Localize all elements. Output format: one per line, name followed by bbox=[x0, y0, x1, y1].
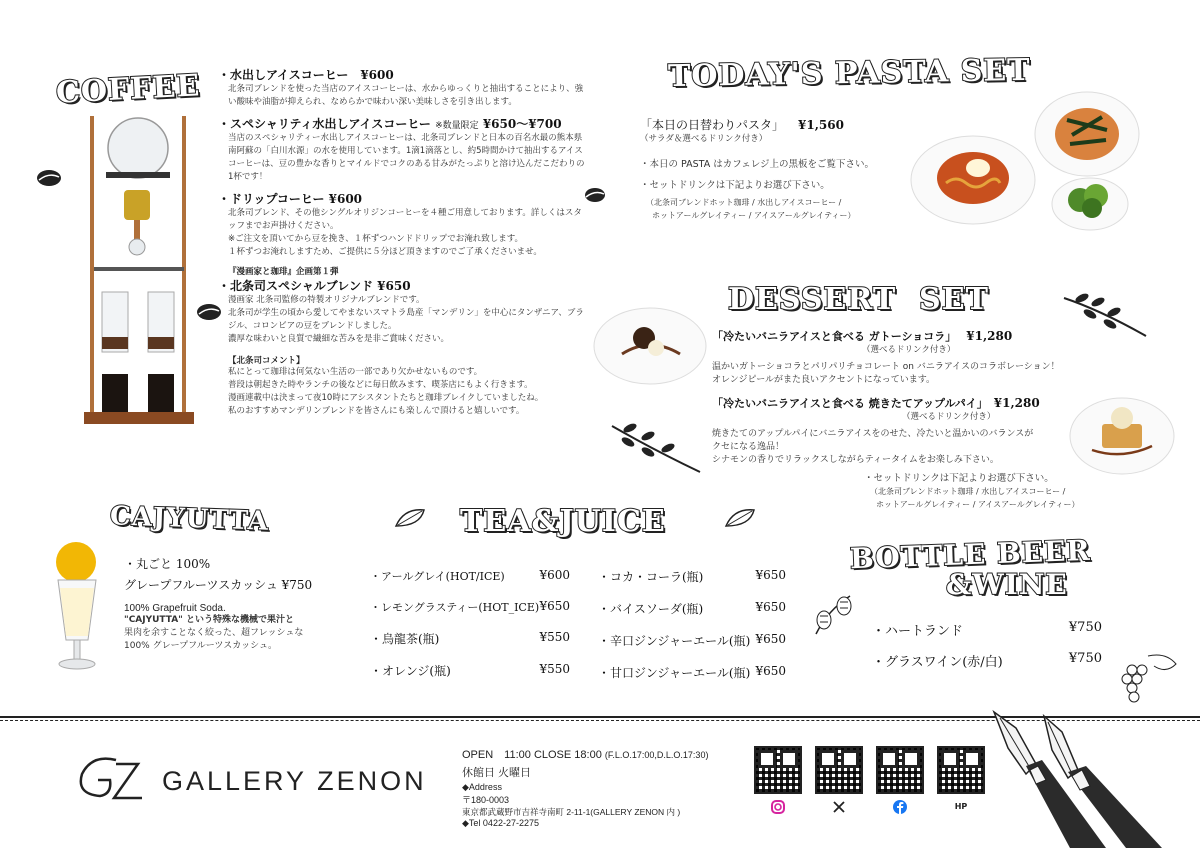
pasta-heading: TODAY'S PASTA SET bbox=[667, 52, 1031, 95]
item-price: ¥550 bbox=[539, 662, 570, 676]
grapefruit-soda-illustration bbox=[48, 540, 108, 675]
dessert-item2-desc: シナモンの香りでリラックスしながらティータイムをお楽しみ下さい。 bbox=[712, 455, 999, 465]
pasta-plate-photo bbox=[1032, 80, 1142, 180]
item-name: ・バイスソーダ(瓶) bbox=[598, 602, 704, 616]
dessert-note: ・セットドリンクは下記よりお選び下さい。 bbox=[864, 473, 1054, 484]
leaf-icon bbox=[724, 506, 758, 532]
shop-info bbox=[462, 746, 752, 829]
dessert-item2-price: ¥1,280 bbox=[993, 396, 1040, 410]
comment-label: 【北条司コメント】 bbox=[228, 356, 305, 366]
cajyutta-title1: ・丸ごと 100% bbox=[124, 557, 211, 571]
grapes-icon bbox=[1114, 650, 1184, 706]
coffee-item-price: ¥650〜¥700 bbox=[482, 117, 562, 131]
coffee-item-desc: １杯ずつお淹れしますため、ご提供に５分ほど頂きますのでご了承くださいませ。 bbox=[228, 247, 542, 257]
dessert-drinks bbox=[864, 472, 1124, 511]
dessert-item2-title: 「冷たいバニラアイスと食べる 焼きたてアップルパイ」 bbox=[712, 397, 988, 410]
cajyutta-title2: グレープフルーツスカッシュ ¥750 bbox=[124, 578, 313, 592]
coffee-bean-icon bbox=[36, 168, 62, 188]
item-name: ・甘口ジンジャーエール(瓶) bbox=[598, 666, 751, 680]
beer-list bbox=[872, 620, 1102, 670]
pasta-sub: （サラダ＆選べるドリンク付き） bbox=[640, 134, 768, 144]
coffee-item-title: ・北条司スペシャルブレンド ¥650 bbox=[218, 279, 411, 293]
item-name: ・ハートランド bbox=[872, 624, 964, 639]
item-name: ・オレンジ(瓶) bbox=[370, 664, 451, 678]
cajyutta-desc-en: 100% Grapefruit Soda. bbox=[124, 603, 226, 614]
tea-list-left bbox=[370, 568, 570, 679]
item-name: ・コカ・コーラ(瓶) bbox=[598, 570, 704, 584]
coffee-item-special-blend bbox=[218, 265, 588, 346]
qr-code bbox=[754, 746, 802, 794]
brand-name: GALLERY ZENON bbox=[162, 766, 427, 796]
comment-line: 私のおすすめマンデリンブレンドを皆さんにも楽しんで頂けると嬉しいです。 bbox=[228, 406, 525, 416]
coffee-item-iced bbox=[218, 66, 588, 109]
coffee-item-desc: 漫画家 北条司監修の特製オリジナルブレンドです。 bbox=[228, 295, 425, 305]
cajyutta-desc: 果肉を余すことなく絞った、超フレッシュな bbox=[124, 628, 304, 638]
salad-photo bbox=[1050, 170, 1130, 232]
hops-icon bbox=[808, 590, 860, 640]
fountain-pens-illustration bbox=[986, 704, 1200, 848]
coffee-item-desc: 当店のスペシャリティー水出しアイスコーヒーは、北条司ブレンドと日本の百名水最の熊本県南阿蘇の「白川水源」の水を使用しています。1滴1滴落とし、約5時間かけて抽出するアイスコーヒーは、豆の豊かな香りとマイルドでコクのある甘みがたっぷりと溶け込んだこだわりの1杯です！ bbox=[228, 133, 585, 182]
menu-row bbox=[598, 600, 786, 617]
item-price: ¥750 bbox=[1068, 620, 1102, 635]
beer-heading-line2: &WINE bbox=[946, 568, 1068, 601]
item-price: ¥650 bbox=[755, 568, 786, 582]
limited-note: ※数量限定 bbox=[435, 121, 479, 131]
cajyutta-section bbox=[124, 555, 344, 653]
opening-hours: OPEN 11:00 CLOSE 18:00 bbox=[462, 749, 602, 761]
address-label: ◆Address bbox=[462, 782, 502, 792]
item-price: ¥650 bbox=[755, 600, 786, 614]
tea-juice-heading: TEA&JUICE bbox=[460, 504, 666, 539]
coffee-item-title: ・ドリップコーヒー ¥600 bbox=[218, 192, 363, 206]
tea-list-right bbox=[598, 568, 786, 681]
menu-row bbox=[598, 664, 786, 681]
dessert-drink-line: ホットアールグレイティー / アイスアールグレイティー） bbox=[876, 500, 1080, 509]
coffee-item-desc: ※ご注文を頂いてから豆を挽き、１杯ずつハンドドリップでお淹れ致します。 bbox=[228, 234, 524, 244]
dessert-section bbox=[712, 328, 1082, 467]
x-logo-icon bbox=[832, 800, 846, 814]
gateau-chocolat-photo bbox=[592, 304, 708, 386]
pasta-note: ・セットドリンクは下記よりお選び下さい。 bbox=[640, 180, 830, 191]
cajyutta-desc: 100% グレープフルーツスカッシュ。 bbox=[124, 641, 277, 651]
dessert-item1-price: ¥1,280 bbox=[966, 329, 1013, 343]
menu-row bbox=[872, 620, 1102, 639]
coffee-item-drip bbox=[218, 190, 588, 259]
pasta-price: ¥1,560 bbox=[798, 118, 844, 132]
hp-label: HP bbox=[954, 802, 968, 811]
last-order: (F.L.O.17:00,D.L.O.17:30) bbox=[604, 750, 709, 760]
item-price: ¥750 bbox=[1068, 651, 1102, 666]
dessert-drink-line: （北条司ブレンドホット珈琲 / 水出しアイスコーヒー / bbox=[870, 487, 1066, 496]
leaf-icon bbox=[394, 506, 428, 532]
item-price: ¥650 bbox=[755, 664, 786, 678]
facebook-qr[interactable] bbox=[876, 746, 924, 814]
telephone: ◆Tel 0422-27-2275 bbox=[462, 818, 539, 828]
kicker: 『漫画家と珈琲』企画第１弾 bbox=[228, 267, 339, 277]
coffee-item-title: ・スペシャリティ水出しアイスコーヒー bbox=[218, 117, 431, 131]
branch-icon bbox=[610, 420, 702, 474]
instagram-icon bbox=[771, 800, 785, 814]
beer-heading-line1: BOTTLE BEER bbox=[849, 533, 1092, 576]
menu-row bbox=[370, 662, 570, 679]
apple-pie-photo bbox=[1068, 390, 1176, 478]
qr-codes bbox=[754, 746, 985, 814]
item-name: ・辛口ジンジャーエール(瓶) bbox=[598, 634, 751, 648]
pasta-drinks: ホットアールグレイティー / アイスアールグレイティー） bbox=[652, 211, 856, 220]
author-comment bbox=[218, 354, 588, 418]
item-name: ・アールグレイ(HOT/ICE) bbox=[370, 570, 505, 583]
pasta-plate-photo bbox=[908, 128, 1038, 228]
coffee-item-desc: 濃厚な味わいと良質で繊細な苦みを是非ご賞味ください。 bbox=[228, 334, 450, 344]
comment-line: 漫画連載中は決まって夜10時にアシスタントたちと珈琲ブレイクしていましたね。 bbox=[228, 393, 544, 403]
dessert-item2-sub: （選べるドリンク付き） bbox=[902, 412, 996, 422]
dessert-heading: DESSERT SET bbox=[728, 282, 989, 317]
instagram-qr[interactable] bbox=[754, 746, 802, 814]
dessert-item1-desc: オレンジピールがまた良いアクセントになっています。 bbox=[712, 375, 936, 385]
item-price: ¥650 bbox=[755, 632, 786, 646]
comment-line: 普段は朝起きた時やランチの後などに毎日飲みます、喫茶店にもよく行きます。 bbox=[228, 380, 533, 390]
coffee-item-specialty bbox=[218, 115, 588, 184]
address: 東京都武蔵野市吉祥寺南町 2-11-1(GALLERY ZENON 内 ) bbox=[462, 807, 681, 817]
item-price: ¥600 bbox=[539, 568, 570, 582]
item-price: ¥550 bbox=[539, 630, 570, 644]
zip-code: 〒180-0003 bbox=[462, 795, 510, 805]
cold-brew-tower-illustration bbox=[84, 112, 194, 430]
menu-row bbox=[598, 568, 786, 585]
coffee-menu bbox=[218, 66, 588, 418]
menu-row bbox=[872, 651, 1102, 670]
comment-line: 私にとって珈琲は何気ない生活の一部であり欠かせないものです。 bbox=[228, 367, 483, 377]
facebook-icon bbox=[893, 800, 907, 814]
item-price: ¥650 bbox=[539, 599, 570, 613]
dessert-item1-sub: （選べるドリンク付き） bbox=[862, 345, 956, 355]
pasta-title: 「本日の日替わりパスタ」 bbox=[640, 118, 785, 132]
coffee-item-title: ・水出しアイスコーヒー ¥600 bbox=[218, 68, 394, 82]
dessert-item2-desc: 焼きたてのアップルパイにバニラアイスをのせた、冷たいと温かいのバランスがクセになる逸品！ bbox=[712, 429, 1034, 452]
menu-row bbox=[598, 632, 786, 649]
coffee-item-desc: 北条司ブレンド、その他シングルオリジンコーヒーを４種ご用意しております。詳しくはスタッフまでお声掛けください。 bbox=[228, 208, 582, 231]
gallery-zenon-logo bbox=[72, 754, 146, 804]
menu-row bbox=[370, 568, 570, 584]
pasta-drinks: （北条司ブレンドホット珈琲 / 水出しアイスコーヒー / bbox=[646, 198, 842, 207]
pasta-note: ・本日の PASTA はカフェレジ上の黒板をご覧下さい。 bbox=[640, 159, 875, 170]
closed-day: 休館日 火曜日 bbox=[462, 767, 532, 779]
x-qr[interactable] bbox=[815, 746, 863, 814]
qr-code bbox=[815, 746, 863, 794]
menu-row bbox=[370, 630, 570, 647]
item-name: ・レモングラスティー(HOT_ICE) bbox=[370, 601, 540, 614]
menu-row bbox=[370, 599, 570, 615]
dessert-item1-desc: 温かいガトーショコラとパリパリチョコレート on バニラアイスのコラボレーション！ bbox=[712, 362, 1060, 372]
qr-code bbox=[937, 746, 985, 794]
item-name: ・グラスワイン(赤/白) bbox=[872, 655, 1003, 670]
coffee-heading: COFFEE bbox=[55, 68, 202, 111]
item-name: ・烏龍茶(瓶) bbox=[370, 632, 440, 646]
dessert-item1-title: 「冷たいバニラアイスと食べる ガトーショコラ」 bbox=[712, 330, 957, 343]
cajyutta-desc: "CAJYUTTA" という特殊な機械で果汁と bbox=[124, 615, 295, 625]
homepage-qr[interactable] bbox=[937, 746, 985, 814]
coffee-item-desc: 北条司が学生の頃から愛してやまないスマトラ島産「マンデリン」を中心にタンザニア、ブラジル、コロンビアの豆をブレンドしました。 bbox=[228, 308, 584, 331]
qr-code bbox=[876, 746, 924, 794]
pasta-section bbox=[640, 116, 930, 222]
coffee-item-desc: 北条司ブレンドを使った当店のアイスコーヒーは、水からゆっくりと抽出することにより、強い酸味や油脂が抑えられ、なめらかで味わい深い美味しさを引き出します。 bbox=[228, 84, 584, 107]
cajyutta-heading: CAJYUTTA bbox=[109, 501, 270, 537]
